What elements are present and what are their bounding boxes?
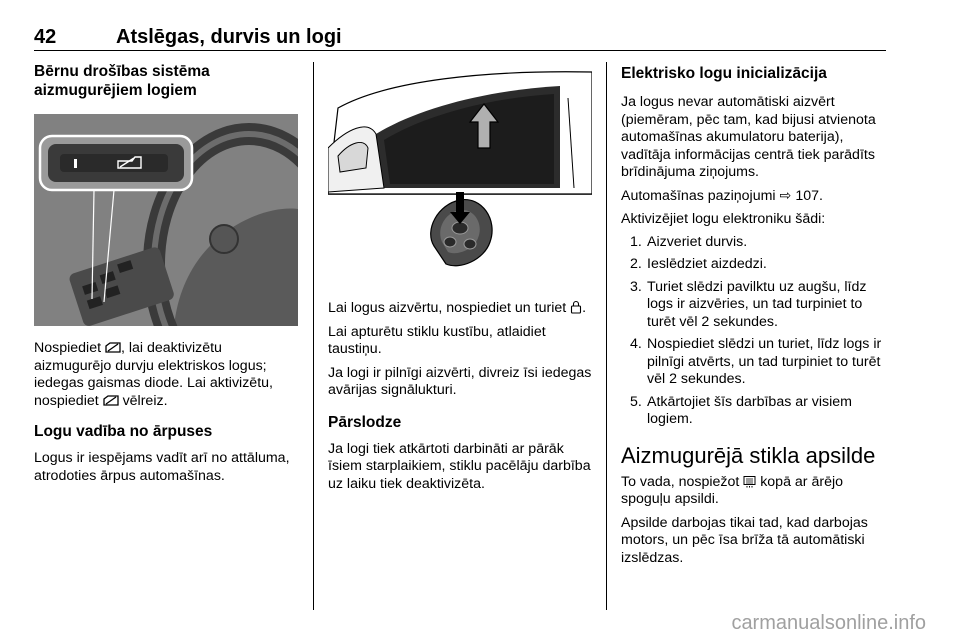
column-2 [328, 62, 594, 493]
key-lock-icon [570, 300, 582, 314]
close-windows-text-a: Lai logus aizvērtu, nospiediet un turiet [328, 300, 571, 316]
column-divider-1 [313, 62, 314, 610]
close-windows-text [328, 300, 594, 318]
hazard-lights-text: Ja logi ir pilnīgi aizvērti, divreiz īsi iedegas avārijas signālukturi. [328, 364, 592, 398]
section-heading-rear-window-heating: Aizmugurējā stikla apsilde [621, 442, 876, 468]
close-windows-text-b: . [582, 300, 587, 316]
running-title: Atslēgas, durvis un logi [116, 26, 342, 48]
vehicle-messages-reference: Automašīnas paziņojumi ⇨ 107. [621, 187, 823, 204]
watermark: carmanualsonline.info [731, 612, 926, 634]
car-window-and-key-illustration [328, 68, 592, 288]
stop-movement-text: Lai apturētu stiklu kustību, atlaidiet taustiņu. [328, 323, 546, 357]
activation-steps [621, 234, 889, 429]
list-item: 1. Aizveriet durvis. [630, 233, 748, 250]
page-number: 42 [34, 26, 57, 48]
list-item: 3. Turiet slēdzi pavilktu uz augšu, līdz logs ir aizvēries, un tad turpiniet to turēt vēl 2 sekundes. [630, 278, 867, 330]
column-3 [621, 62, 889, 567]
window-init-text: Ja logus nevar automātiski aizvērt (piemēram, pēc tam, kad bijusi atvienota automašīnas akumulatoru baterija), vadītāja informācijas centrā tiek parādīts brīdinājuma ziņojums. [621, 94, 876, 180]
rear-defrost-icon [743, 475, 756, 488]
child-lock-dashboard-illustration [34, 114, 298, 326]
child-lock-window-icon [103, 394, 119, 407]
list-item: 5. Atkārtojiet šīs darbības ar visiem logiem. [630, 393, 853, 427]
column-1 [34, 62, 302, 485]
section-heading-overload: Pārslodze [328, 413, 402, 431]
section-heading-remote-control: Logu vadība no ārpuses [34, 423, 213, 440]
rear-heating-text [621, 474, 889, 509]
child-lock-text-a: Nospiediet [34, 340, 105, 356]
rear-heating-text-a: To vada, nospiežot [621, 473, 744, 490]
section-heading-child-safety: Bērnu drošības sistēma aizmugurējiem logiem [34, 63, 210, 99]
header-rule [34, 50, 886, 51]
child-lock-text-b: , lai deaktivizētu aizmugurējo durvju elektriskos logus; iedegas gaismas diode. Lai aktivizētu, nospiediet [34, 340, 273, 409]
list-item: 4. Nospiediet slēdzi un turiet, līdz logs ir pilnīgi atvērts, un tad turpiniet to turēt vēl 2 sekundes. [630, 336, 882, 387]
child-lock-text-c: vēlreiz. [118, 392, 168, 409]
activation-intro: Aktivizējiet logu elektroniku šādi: [621, 211, 826, 227]
child-lock-instructions [34, 340, 302, 410]
child-lock-window-icon [105, 341, 121, 354]
rear-heating-text-b: kopā ar ārējo spoguļu apsildi. [621, 473, 844, 507]
remote-control-text: Logus ir iespējams vadīt arī no attāluma, atrodoties ārpus automašīnas. [34, 450, 290, 484]
column-divider-2 [606, 62, 607, 610]
section-heading-window-init: Elektrisko logu inicializācija [621, 65, 827, 82]
list-item: 2. Ieslēdziet aizdedzi. [630, 256, 767, 272]
heating-operation-text: Apsilde darbojas tikai tad, kad darbojas motors, un pēc īsa brīža tā automātiski izslēdzas. [621, 514, 868, 566]
overload-text: Ja logi tiek atkārtoti darbināti ar pārāk īsiem starplaikiem, stiklu pacēlāju darbība uz laiku tiek deaktivizēta. [328, 440, 591, 492]
page-header [34, 18, 886, 48]
